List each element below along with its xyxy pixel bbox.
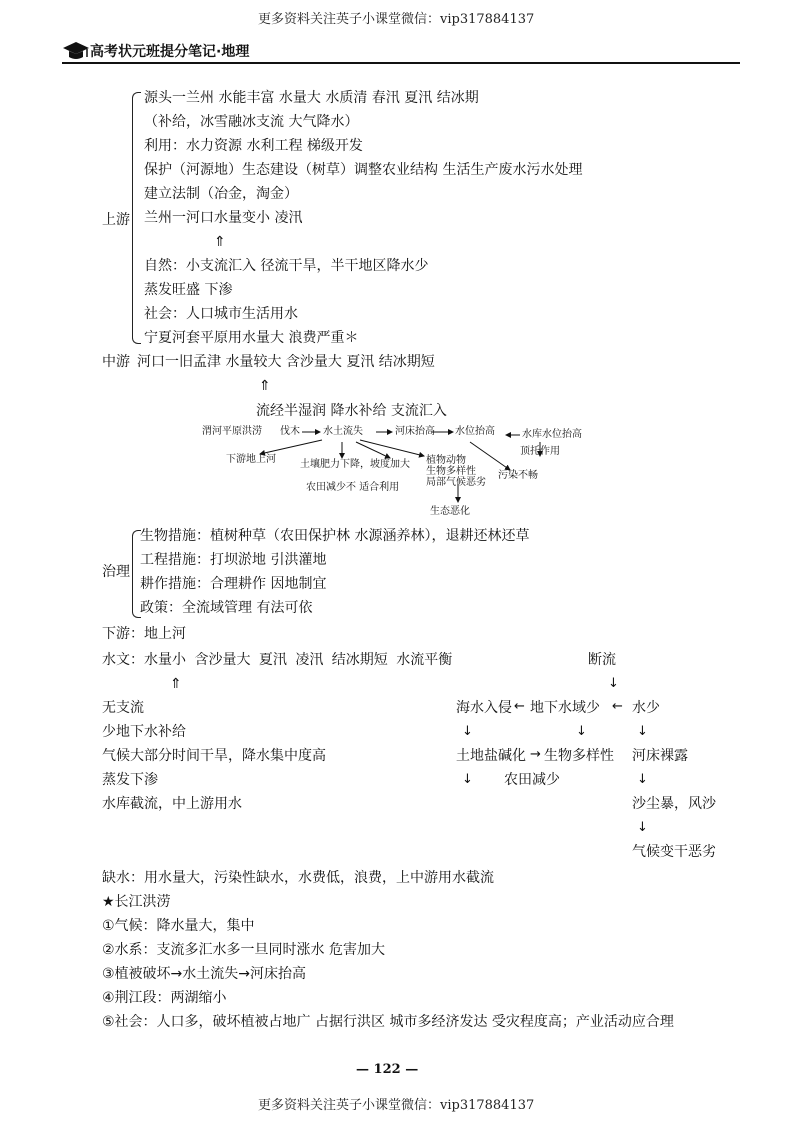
flow-node-pollution: 污染不畅	[498, 470, 538, 481]
upper-line-5: 建立法制（冶金，淘金）	[144, 186, 298, 202]
lower-cause-3: 气候大部分时间干旱，降水集中度高	[102, 748, 326, 764]
flow-node-riverbed: 河床抬高	[395, 426, 435, 437]
upper-line-1: 源头一兰州 水能丰富 水量大 水质清 春汛 夏汛 结冰期	[144, 90, 479, 106]
arrow-down-4: ↓	[462, 772, 473, 787]
upper-line-10: 宁夏河套平原用水量大 浪费严重＊	[144, 330, 359, 346]
lower-arrow: ⇑	[170, 676, 182, 692]
yangtze-item-4: ④荆江段：两湖缩小	[102, 990, 227, 1006]
effect-farmland: 农田减少	[504, 772, 560, 788]
arrow-down-2: ↓	[576, 724, 587, 739]
arrow-down-5: ↓	[637, 772, 648, 787]
effect-biodiversity: 生物多样性	[544, 748, 614, 764]
flow-node-erosion: 水土流失	[323, 426, 363, 437]
effect-water-less: 水少	[632, 700, 660, 716]
yangtze-item-1: ①气候：降水量大，集中	[102, 918, 255, 934]
governance-line-1: 生物措施：植树种草（农田保护林 水源涵养林），退耕还林还草	[140, 528, 530, 544]
upper-label: 上游	[102, 212, 130, 228]
governance-line-4: 政策：全流域管理 有法可依	[140, 600, 313, 616]
effect-salinization: 土地盐碱化	[456, 748, 526, 764]
book-title: 高考状元班提分笔记·地理	[90, 44, 250, 60]
yangtze-item-5: ⑤社会：人口多，破坏植被占地广 占据行洪区 城市多经济发达 受灾程度高；产业活动应合理	[102, 1014, 674, 1030]
arrow-down-1: ↓	[462, 724, 473, 739]
yangtze-title: ★长江洪涝	[102, 894, 171, 910]
effect-groundwater: 地下水域少	[530, 700, 600, 716]
yangtze-item-2: ②水系：支流多汇水多一旦同时涨水 危害加大	[102, 942, 385, 958]
middle-arrow: ⇑	[259, 378, 271, 394]
effect-seawater: 海水入侵	[456, 700, 512, 716]
yangtze-item-3: ③植被破坏→水土流失→河床抬高	[102, 966, 307, 982]
flow-node-suspended-river: 下游地上河	[226, 454, 276, 465]
upper-line-4: 保护（河源地）生态建设（树草）调整农业结构 生活生产废水污水处理	[144, 162, 583, 178]
middle-cause: 流经半湿润 降水补给 支流汇入	[256, 403, 447, 419]
arrow-down-duanliu: ↓	[608, 676, 619, 691]
middle-line: 河口一旧孟津 水量较大 含沙量大 夏汛 结冰期短	[137, 354, 435, 370]
upper-line-8: 蒸发旺盛 下渗	[144, 282, 233, 298]
flow-node-farmland: 农田减少不 适合利用	[306, 482, 400, 493]
lower-duanliu: 断流	[588, 652, 616, 668]
upper-line-2: （补给，冰雪融冰支流 大气降水）	[144, 114, 359, 130]
flow-node-waterlevel: 水位抬高	[455, 426, 495, 437]
page-number: — 122 —	[356, 1062, 419, 1077]
flow-node-backwater: 顶托作用	[520, 446, 560, 457]
shortage-line: 缺水：用水量大，污染性缺水，水费低，浪费，上中游用水截流	[102, 870, 494, 886]
upper-line-9: 社会：人口城市生活用水	[144, 306, 298, 322]
bottom-watermark: 更多资料关注英子小课堂微信：vip317884137	[258, 1098, 535, 1113]
upper-line-6: 兰州一河口水量变小 凌汛	[144, 210, 303, 226]
flow-node-reservoir: 水库水位抬高	[522, 429, 582, 440]
flow-node-weihe: 渭河平原洪涝	[202, 426, 262, 437]
governance-line-3: 耕作措施：合理耕作 因地制宜	[140, 576, 327, 592]
arrow-down-6: ↓	[637, 820, 648, 835]
flow-node-logging: 伐木	[280, 426, 300, 437]
flow-node-climate: 局部气候恶劣	[426, 477, 486, 488]
flow-node-biodiversity: 生物多样性	[426, 466, 476, 477]
flow-node-eco: 生态恶化	[430, 506, 470, 517]
flow-node-soil: 土壤肥力下降，坡度加大	[300, 459, 410, 470]
middle-label: 中游	[102, 354, 130, 370]
effect-climate: 气候变干恶劣	[632, 844, 716, 860]
lower-cause-1: 无支流	[102, 700, 144, 716]
upper-line-7: 自然：小支流汇入 径流干旱，半干地区降水少	[144, 258, 429, 274]
arrow-down-3: ↓	[637, 724, 648, 739]
effect-sandstorm: 沙尘暴，风沙	[632, 796, 716, 812]
effect-riverbed: 河床裸露	[632, 748, 688, 764]
lower-cause-5: 水库截流，中上游用水	[102, 796, 242, 812]
lower-hydrology: 水文：水量小 含沙量大 夏汛 凌汛 结冰期短 水流平衡	[102, 652, 453, 668]
upper-line-3: 利用：水力资源 水利工程 梯级开发	[144, 138, 363, 154]
lower-title: 下游：地上河	[102, 626, 186, 642]
lower-cause-4: 蒸发下渗	[102, 772, 158, 788]
arrow-left-1: ←	[514, 699, 525, 714]
arrow-right-1: →	[530, 747, 541, 762]
governance-label: 治理	[102, 564, 130, 580]
flow-node-plants: 植物动物	[426, 455, 466, 466]
lower-cause-2: 少地下水补给	[102, 724, 186, 740]
governance-line-2: 工程措施：打坝淤地 引洪灌地	[140, 552, 327, 568]
arrow-left-2: ←	[612, 699, 623, 714]
upper-arrow: ⇑	[214, 234, 226, 250]
top-watermark: 更多资料关注英子小课堂微信：vip317884137	[258, 12, 535, 27]
